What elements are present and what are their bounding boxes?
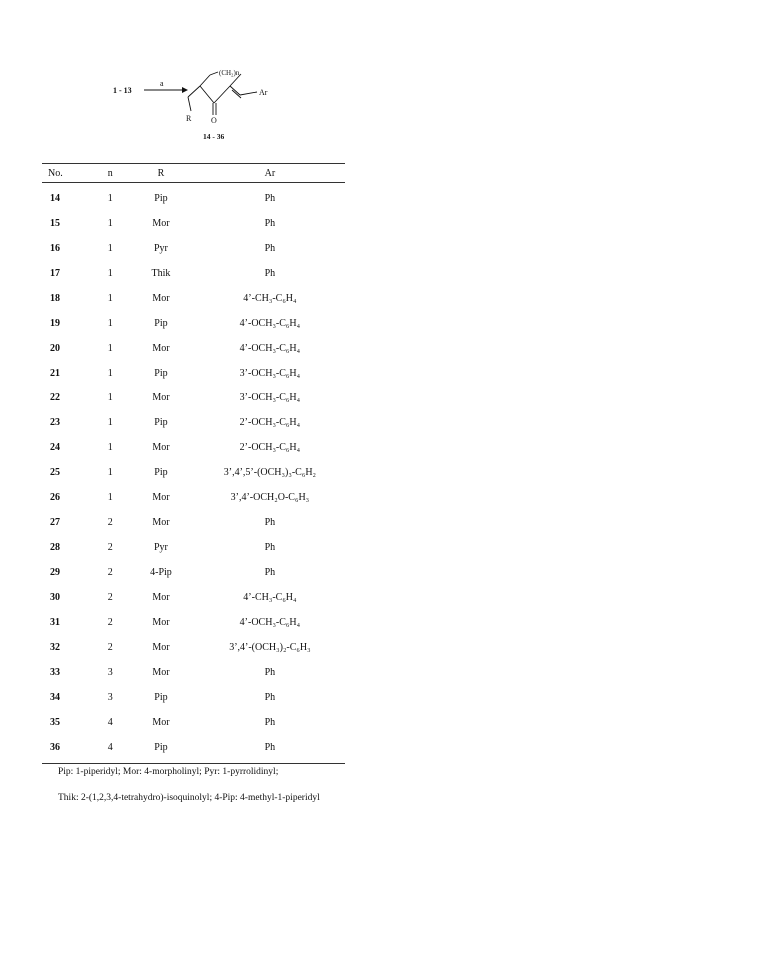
amine-r-cell: Pip: [154, 317, 168, 329]
compound-number-cell: 14: [50, 192, 60, 204]
ring-size-n-cell: 2: [107, 567, 113, 579]
compound-number-cell: 27: [50, 517, 60, 529]
aryl-ar-cell: 3’,4’,5’-(OCH₃)₃-C₆H₂: [223, 467, 317, 479]
ring-size-n-cell: 1: [107, 342, 113, 354]
table-row: [42, 710, 345, 735]
ring-size-n-cell: 1: [107, 392, 113, 404]
amine-r-cell: 4-Pip: [150, 567, 172, 579]
amine-r-cell: Pip: [154, 417, 168, 429]
ring-size-n-cell: 3: [107, 691, 113, 703]
compound-number-cell: 26: [50, 492, 60, 504]
table-row: [42, 635, 345, 660]
table-row: [42, 735, 345, 760]
ring-size-n-cell: 1: [107, 267, 113, 279]
header-ar: Ar: [264, 167, 276, 179]
amine-r-cell: Pip: [154, 192, 168, 204]
aryl-ar-cell: 3’,4’-OCH₂O-C₆H₃: [230, 492, 310, 504]
compound-number-cell: 35: [50, 716, 60, 728]
aryl-ar-cell: Ph: [264, 267, 276, 279]
aryl-label: Ar: [259, 88, 268, 97]
amine-r-cell: Mor: [152, 492, 170, 504]
amine-r-cell: Mor: [152, 641, 170, 653]
oxygen-label: O: [211, 116, 217, 125]
compound-number-cell: 29: [50, 567, 60, 579]
exocyclic-double-bond: [232, 90, 241, 98]
compound-number-cell: 36: [50, 741, 60, 753]
compound-number-cell: 34: [50, 691, 60, 703]
reaction-arrowhead: [182, 87, 188, 93]
ring-size-n-cell: 2: [107, 616, 113, 628]
aryl-ar-cell: 3’-OCH₃-C₆H₄: [239, 367, 301, 379]
side-chain-bond: [188, 97, 191, 111]
aryl-ar-cell: 3’-OCH₃-C₆H₄: [239, 392, 301, 404]
aryl-ar-cell: Ph: [264, 517, 276, 529]
amine-r-cell: Pip: [154, 467, 168, 479]
ring-size-n-cell: 1: [107, 217, 113, 229]
ring-size-n-cell: 2: [107, 542, 113, 554]
ring-size-n-cell: 4: [107, 716, 113, 728]
ring-size-n-cell: 1: [107, 417, 113, 429]
aryl-ar-cell: 4’-CH₃-C₆H₄: [243, 292, 297, 304]
aryl-ar-cell: Ph: [264, 542, 276, 554]
compound-number-cell: 16: [50, 242, 60, 254]
table-row: [42, 286, 345, 311]
compound-number-cell: 30: [50, 591, 60, 603]
product-label: 14 - 36: [203, 132, 225, 141]
amine-r-cell: Mor: [152, 342, 170, 354]
compound-number-cell: 15: [50, 217, 60, 229]
exocyclic-double-bond: [230, 86, 240, 95]
table-row: [42, 535, 345, 560]
footnote-abbreviations-1: Pip: 1-piperidyl; Mor: 4-morpholinyl; Pyr: 1-pyrrolidinyl;: [58, 767, 279, 777]
aryl-ar-cell: 4’-OCH₃-C₆H₄: [239, 317, 301, 329]
table-header-row: [42, 164, 345, 183]
aryl-ar-cell: Ph: [264, 242, 276, 254]
compound-number-cell: 17: [50, 267, 60, 279]
aryl-ar-cell: Ph: [264, 567, 276, 579]
table-row: [42, 560, 345, 585]
substituent-label: R: [186, 114, 192, 123]
ring-size-n-cell: 3: [107, 666, 113, 678]
amine-r-cell: Pyr: [153, 242, 168, 254]
reaction-scheme: [100, 55, 300, 150]
ring-size-n-cell: 1: [107, 442, 113, 454]
ring-size-n-cell: 2: [107, 591, 113, 603]
compound-number-cell: 33: [50, 666, 60, 678]
compound-number-cell: 18: [50, 292, 60, 304]
table-row: [42, 510, 345, 535]
ring-size-n-cell: 1: [107, 367, 113, 379]
amine-r-cell: Mor: [152, 666, 170, 678]
ring-size-n-cell: 1: [107, 317, 113, 329]
compound-number-cell: 23: [50, 417, 60, 429]
table-row: [42, 336, 345, 361]
compound-number-cell: 19: [50, 317, 60, 329]
table-row: [42, 311, 345, 336]
amine-r-cell: Mor: [152, 591, 170, 603]
table-row: [42, 211, 345, 236]
amine-r-cell: Mor: [152, 292, 170, 304]
aryl-ar-cell: Ph: [264, 666, 276, 678]
aryl-ar-cell: Ph: [264, 741, 276, 753]
amine-r-cell: Pip: [154, 691, 168, 703]
amine-r-cell: Mor: [152, 442, 170, 454]
aryl-ar-cell: Ph: [264, 192, 276, 204]
table-row: [42, 685, 345, 710]
compound-number-cell: 24: [50, 442, 60, 454]
aryl-ar-cell: Ph: [264, 217, 276, 229]
table-row: [42, 435, 345, 460]
compound-table: [42, 163, 345, 760]
ring-size-n-cell: 1: [107, 242, 113, 254]
compound-number-cell: 22: [50, 392, 60, 404]
table-row: [42, 361, 345, 386]
table-row: [42, 410, 345, 435]
compound-number-cell: 25: [50, 467, 60, 479]
ring-label: (CH₂)n: [219, 69, 240, 77]
table-row: [42, 183, 345, 211]
ring-size-n-cell: 1: [107, 292, 113, 304]
table-row: [42, 485, 345, 510]
compound-number-cell: 28: [50, 542, 60, 554]
aryl-ar-cell: 2’-OCH₃-C₆H₄: [239, 417, 301, 429]
ring-bond: [200, 75, 210, 86]
ring-bond: [214, 86, 230, 103]
footnote-abbreviations-2: Thik: 2-(1,2,3,4-tetrahydro)-isoquinolyl; 4-Pip: 4-methyl-1-piperidyl: [58, 793, 320, 803]
ring-size-n-cell: 4: [107, 741, 113, 753]
compound-number-cell: 31: [50, 616, 60, 628]
amine-r-cell: Mor: [152, 517, 170, 529]
amine-r-cell: Pyr: [153, 542, 168, 554]
table-row: [42, 386, 345, 411]
aryl-ar-cell: 4’-OCH₃-C₆H₄: [239, 616, 301, 628]
table-row: [42, 660, 345, 685]
amine-r-cell: Mor: [152, 716, 170, 728]
ring-size-n-cell: 1: [107, 467, 113, 479]
table-row: [42, 236, 345, 261]
ring-size-n-cell: 1: [107, 192, 113, 204]
ring-size-n-cell: 2: [107, 641, 113, 653]
amine-r-cell: Mor: [152, 616, 170, 628]
header-no: No.: [48, 167, 63, 179]
table-row: [42, 585, 345, 610]
aryl-ar-cell: Ph: [264, 691, 276, 703]
table-body: [42, 183, 345, 760]
amine-r-cell: Thik: [151, 267, 171, 279]
aryl-ar-cell: Ph: [264, 716, 276, 728]
aryl-ar-cell: 4’-OCH₃-C₆H₄: [239, 342, 301, 354]
reagent-label: a: [160, 79, 164, 88]
table-row: [42, 610, 345, 635]
reactant-label: 1 - 13: [113, 86, 132, 95]
aryl-ar-cell: 3’,4’-(OCH₃)₂-C₆H₃: [229, 641, 311, 653]
compound-number-cell: 32: [50, 641, 60, 653]
table-bottom-rule: [42, 763, 345, 764]
amine-r-cell: Mor: [152, 217, 170, 229]
header-r: R: [157, 167, 165, 179]
amine-r-cell: Pip: [154, 367, 168, 379]
table-row: [42, 261, 345, 286]
ring-bond: [210, 72, 218, 75]
compound-number-cell: 20: [50, 342, 60, 354]
ring-size-n-cell: 1: [107, 492, 113, 504]
amine-r-cell: Pip: [154, 741, 168, 753]
table-row: [42, 460, 345, 485]
ring-bond: [200, 86, 214, 103]
vinyl-bond: [240, 92, 257, 95]
compound-number-cell: 21: [50, 367, 60, 379]
aryl-ar-cell: 2’-OCH₃-C₆H₄: [239, 442, 301, 454]
amine-r-cell: Mor: [152, 392, 170, 404]
header-n: n: [107, 167, 113, 179]
side-chain-bond: [188, 86, 200, 97]
aryl-ar-cell: 4’-CH₃-C₆H₄: [243, 591, 297, 603]
ring-size-n-cell: 2: [107, 517, 113, 529]
